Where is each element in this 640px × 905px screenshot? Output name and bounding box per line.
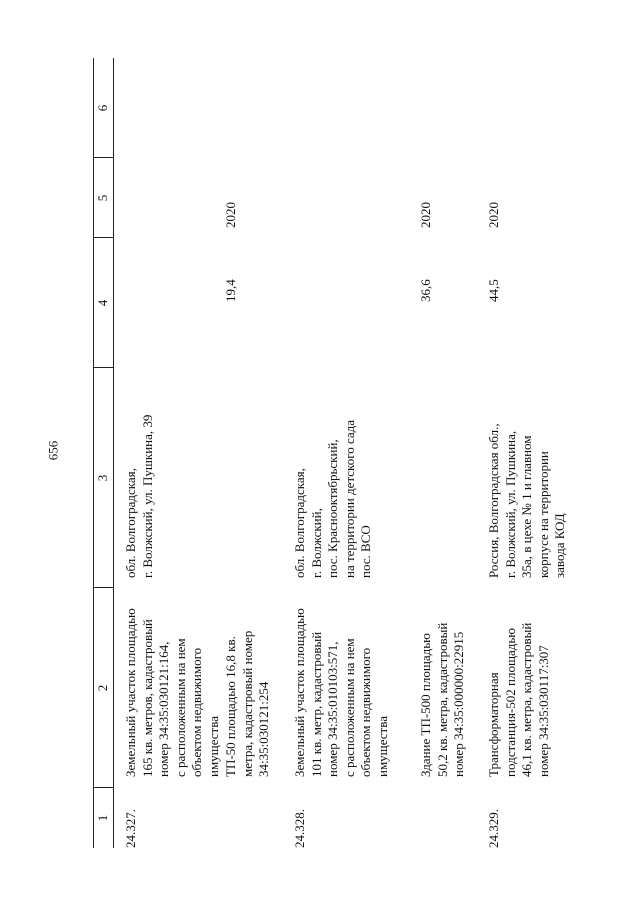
header-col-2: 2 <box>95 684 110 692</box>
row-1-item-2-name: ТП-50 площадью 16,8 кв. метра, кадастровый номер 34:35:030121:254 <box>223 630 271 777</box>
header-col-3: 3 <box>95 474 110 482</box>
row-2-item-2-year: 2020 <box>418 202 433 228</box>
row-3-item-1-year: 2020 <box>486 202 501 228</box>
row-1-item-2-area: 19,4 <box>223 279 238 302</box>
header-col-5: 5 <box>95 194 110 202</box>
row-2-item-2-area: 36,6 <box>418 279 433 302</box>
row-3-item-1-area: 44,5 <box>486 279 501 302</box>
header-bottom-rule <box>113 58 114 848</box>
row-number: 24.328. <box>292 809 307 848</box>
row-2-item-1-address: обл. Волгоградская, г. Волжский, пос. Краснооктябрьский, на территории детского сада пос. ВСО <box>292 419 373 578</box>
row-2-item-2-name: Здание ТП-500 площадью 50,2 кв. метра, кадастровый номер 34:35:000000:22915 <box>418 622 466 777</box>
table <box>93 58 633 848</box>
row-number: 24.327. <box>123 809 138 848</box>
row-1-item-1-address: обл. Волгоградская, г. Волжский, ул. Пушкина, 39 <box>123 414 155 578</box>
row-1-item-2-year: 2020 <box>223 202 238 228</box>
header-col-4: 4 <box>95 299 110 307</box>
row-1-item-1-name: Земельный участок площадью 165 кв. метров, кадастровый номер 34:35:030121:164, с расположенным на нем объектом недвижимого имущества <box>123 608 221 777</box>
header-top-rule <box>93 58 94 848</box>
page-number: 656 <box>45 440 61 461</box>
header-col-1: 1 <box>95 814 110 822</box>
row-3-item-1-address: Россия, Волгоградская обл., г. Волжский, ул. Пушкина, 35а, в цехе № 1 и главном корпусе на территории завода КОД <box>486 423 567 578</box>
row-2-item-1-name: Земельный участок площадью 101 кв. метр, кадастровый номер 34:35:010103:571, с расположенным на нем объектом недвижимого имущества <box>292 608 390 777</box>
header-col-6: 6 <box>95 104 110 112</box>
row-3-item-1-name: Трансформаторная подстанция-502 площадью 46,1 кв. метра, кадастровый номер 34:35:030117:307 <box>486 622 551 777</box>
row-number: 24.329. <box>486 809 501 848</box>
